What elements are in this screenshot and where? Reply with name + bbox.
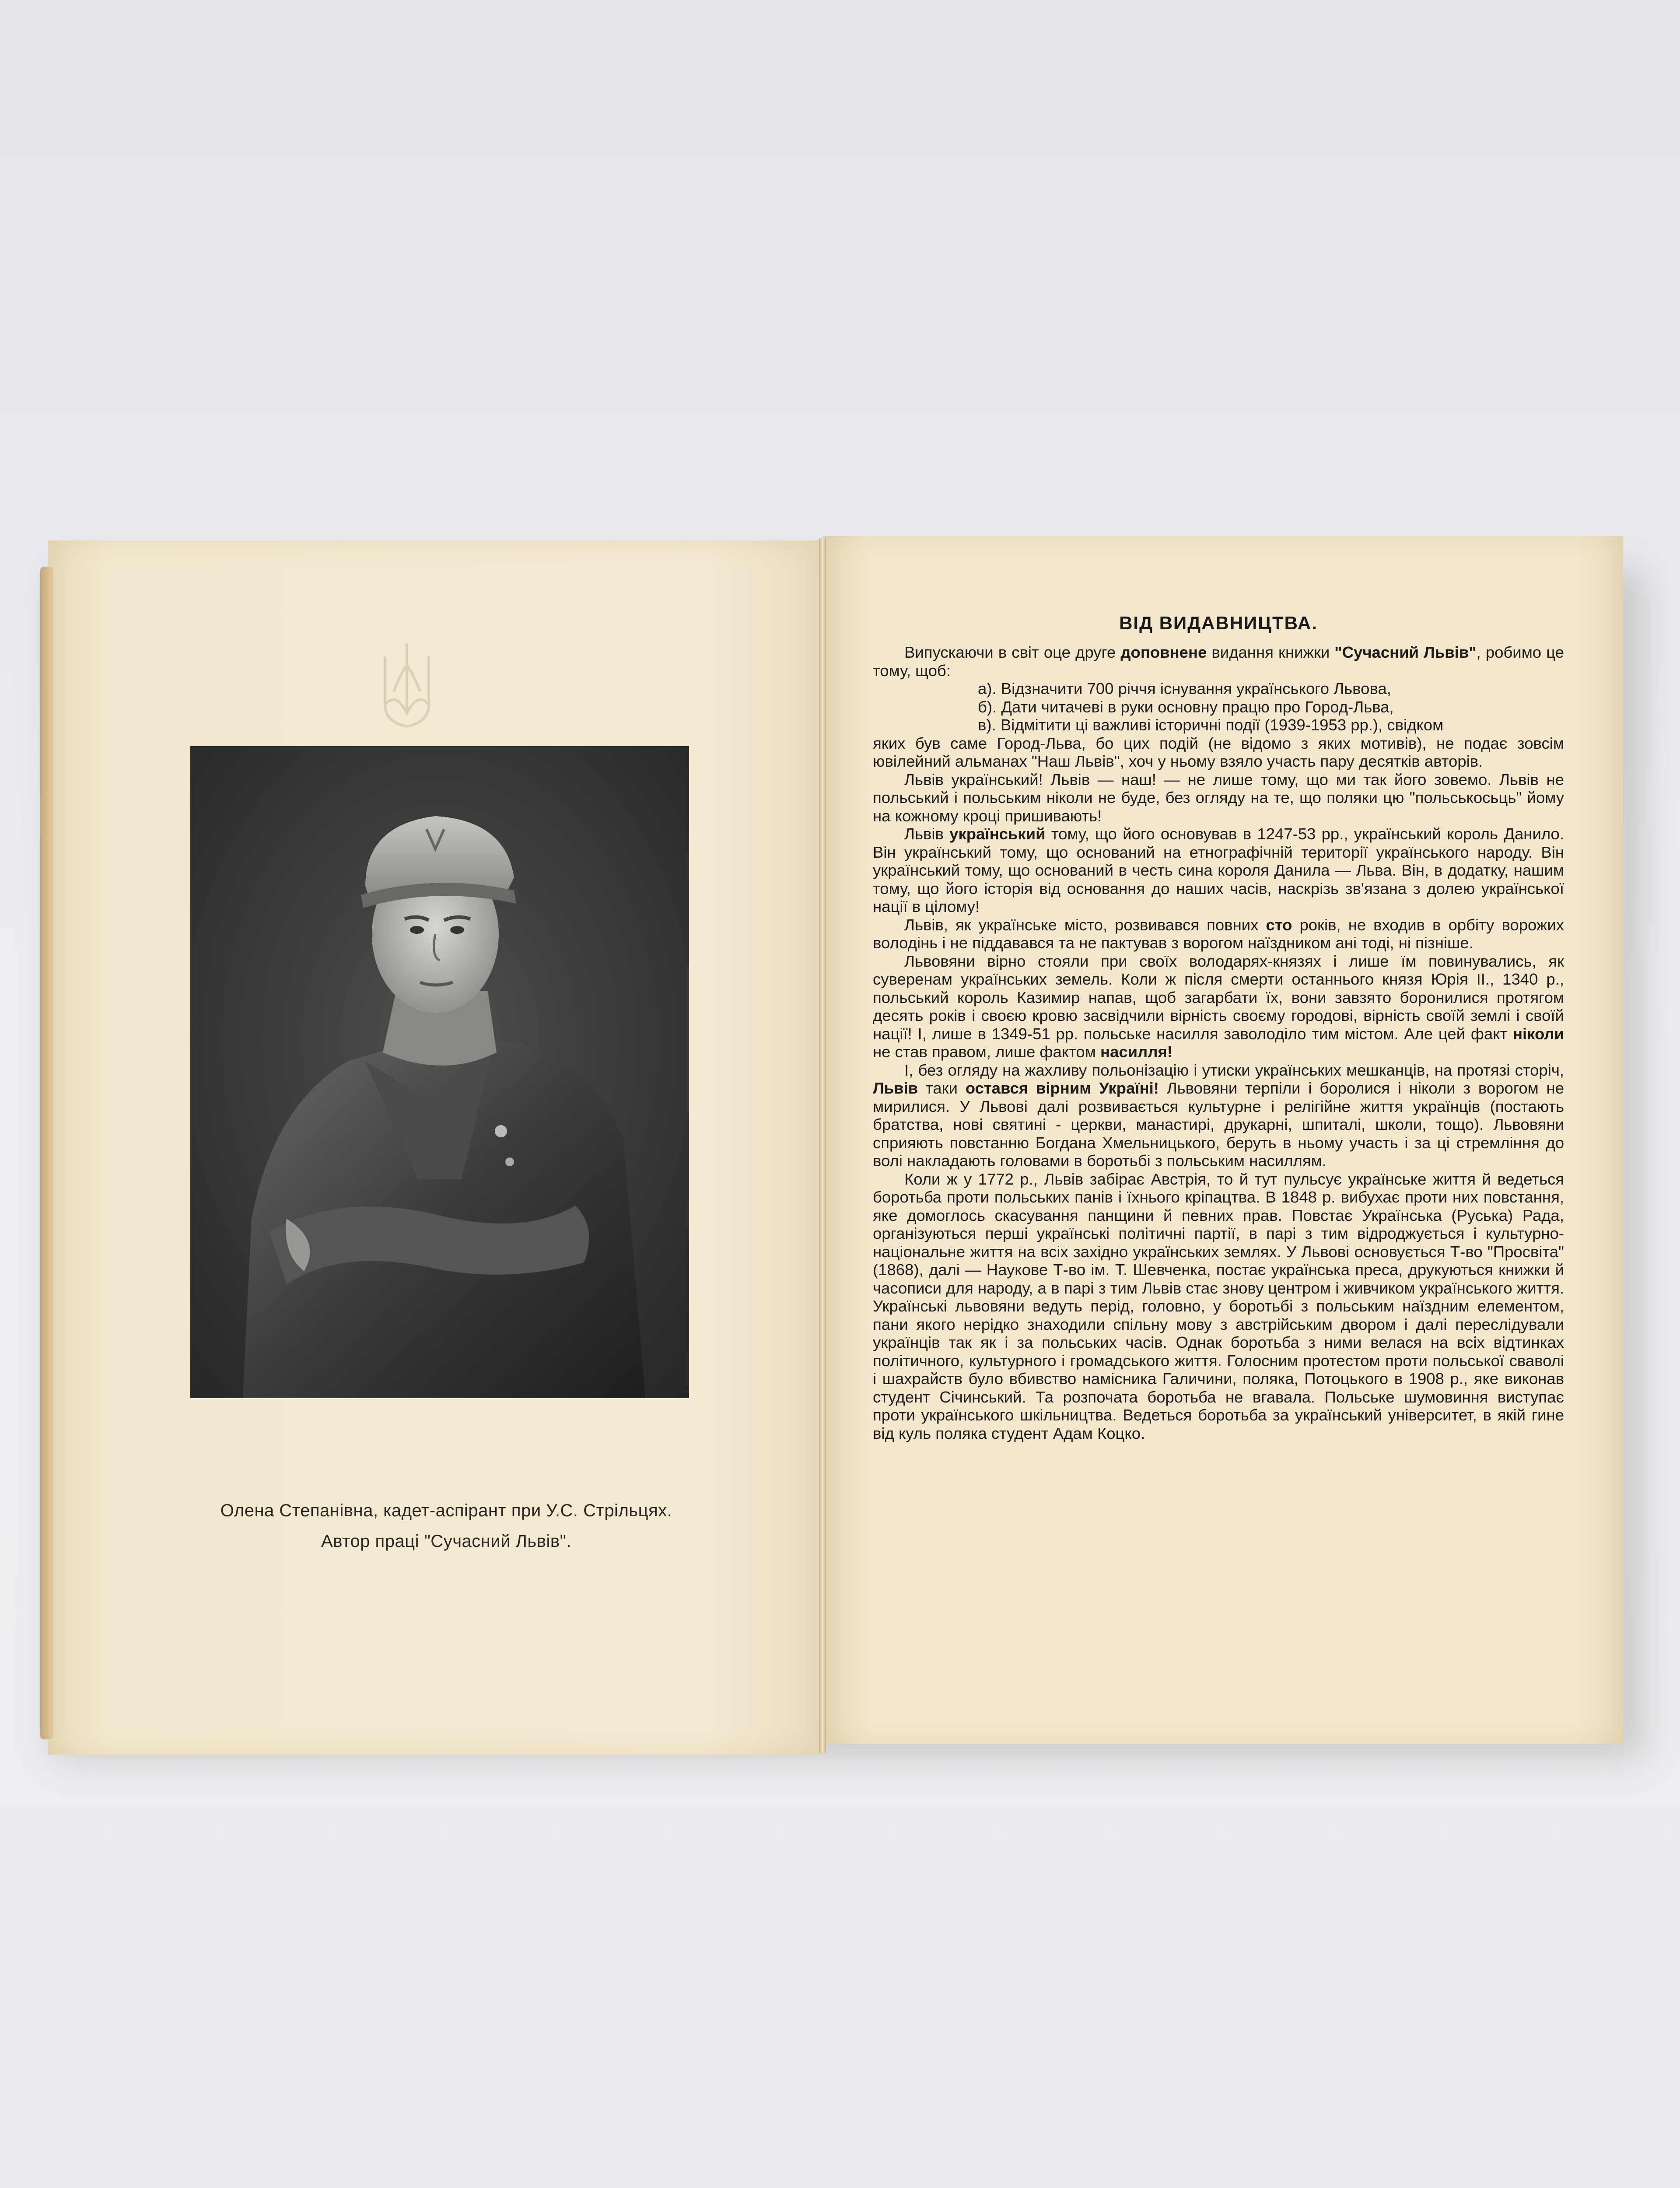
list-item: в). Відмітити ці важливі історичні події (1939-1953 рр.), свідком xyxy=(978,716,1444,734)
photo-caption-line-2: Автор праці "Сучасний Львів". xyxy=(321,1532,571,1551)
paragraph: Львовяни вірно стояли при своїх володарях-князях і лише їм повинувались, як суверенам українських земель. Коли ж після смерти останнього князя Юрія II., 1340 р., польський король Казимир напав, щоб загарбати їх, вони завзято боронилися протягом десять років і своєю кровю засвідчили вірність своєму городові, вірність своїй землі і своїй нації! І, лише в 1349-51 рр. польське насилля заволоділо тим містом. Але цей факт ніколи не став правом, лише фактом насилля! xyxy=(873,952,1564,1061)
book-spine xyxy=(819,538,826,1753)
portrait-photo xyxy=(190,746,689,1398)
article-body xyxy=(873,643,1564,1442)
photo-caption-line-1: Олена Степанівна, кадет-аспірант при У.С. Стрільцях. xyxy=(220,1501,672,1520)
article-heading: ВІД ВИДАВНИЦТВА. xyxy=(1119,613,1318,633)
portrait-image xyxy=(190,746,689,1398)
paragraph-continuation: яких був саме Город-Льва, бо цих подій (не відомо з яких мотивів), не подає зовсім ювілейний альманах "Наш Львів", хоч у ньому взяло участь пару десятків авторів. xyxy=(873,734,1564,770)
paragraph-intro: Випускаючи в світ оце друге доповнене видання книжки "Сучасний Львів", робимо це тому, щоб: xyxy=(873,643,1564,680)
paragraph: Львів, як українське місто, розвивався повних сто років, не входив в орбіту ворожих володінь і не піддавався та не пактував з ворогом наїздником ані тоді, ні пізніше. xyxy=(873,915,1564,952)
paragraph: Коли ж у 1772 р., Львів забірає Австрія, то й тут пульсує українське життя й ведеться боротьба проти польських панів і їхнього кріпацтва. В 1848 р. вибухає проти них повстання, яке домоглось скасування панщини й певних прав. Повстає Українська (Руська) Рада, організуються перші українські політичні партії, в парі з тим відроджується і культурно-національне життя на всіх західно українських землях. У Львові основується Т-во "Просвіта"(1868), далі — Наукове Т-во ім. Т. Шевченка, постає українська преса, друкуються книжки й часописи для народу, а в парі з тим Львів стає знову центром і живчиком українського життя. Українські львовяни ведуть перід, головно, у боротьбі з польським наїздним елементом, пани якого нерідко знаходили спільну мову з австрійським двором і далі переслідували українців так як і за польських часів. Однак боротьба з ними велася на всіх відтинках політичного, культурного і громадського життя. Голосним протестом проти польської сваволі і шахрайств було вбивство намісника Галичини, поляка, Потоцького в 1908 р., яке виконав студент Січинський. Та розпочата боротьба не вгавала. Польське шумовиння виступає проти українського шкільництва. Ведеться боротьба за український університет, в якій гине від куль поляка студент Адам Коцко. xyxy=(873,1170,1564,1442)
paragraph: Львів український тому, що його основував в 1247-53 рр., український король Данило. Він український тому, що оснований на етнографічній території українського народу. Він український тому, що оснований в честь сина короля Данила — Льва. Він, в додатку, нашим тому, що його історія від основання до наших часів, наскрізь зв'язана з долею української нації в цілому! xyxy=(873,825,1564,915)
list-item: а). Відзначити 700 річчя існування українського Львова, xyxy=(978,680,1391,698)
trident-watermark-icon xyxy=(376,639,438,735)
paragraph: Львів український! Львів — наш! — не лише тому, що ми так його зовемо. Львів не польський і польським ніколи не буде, без огляду на те, що поляки цю "польськосьць" йому на кожному кроці пришивають! xyxy=(873,770,1564,825)
paragraph: І, без огляду на жахливу польонізацію і утиски українських мешканців, на протязі сторіч, Львів таки остався вірним Україні! Львовяни терпіли і боролися і ніколи з ворогом не мирилися. У Львові далі розвивається культурне і релігійне життя українців (постають братства, нові святині - церкви, манастирі, друкарні, шпиталі, школи, тощо). Львовяни сприяють повстанню Богдана Хмельницького, беруть в ньому участь і за ці стремління до волі накладають головами в боротьбі з польським насиллям. xyxy=(873,1061,1564,1170)
list-item: б). Дати читачеві в руки основну працю про Город-Льва, xyxy=(978,698,1394,716)
